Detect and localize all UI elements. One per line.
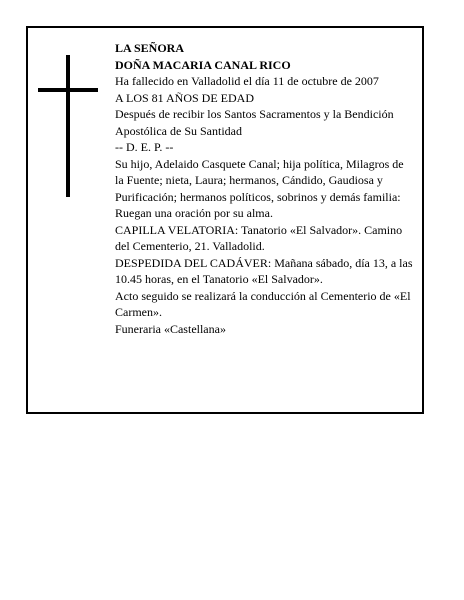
family-paragraph: Su hijo, Adelaido Casquete Canal; hija política, Milagros de la Fuente; nieta, Laura; hermanos, Cándido, Gaudiosa y Purificación; hermanos políticos, sobrinos y demás familia: <box>115 156 404 204</box>
procession-info: Acto seguido se realizará la conducción al Cementerio de «El Carmen». <box>115 288 411 319</box>
death-line: Ha fallecido en Valladolid el día 11 de octubre de 2007 <box>115 74 379 88</box>
cross-icon <box>38 55 98 197</box>
cross-horizontal-bar <box>38 88 98 92</box>
funeral-home: Funeraria «Castellana» <box>115 321 226 336</box>
sacraments-line: Después de recibir los Santos Sacramentos y la Bendición Apostólica de Su Santidad <box>115 107 394 138</box>
notice-title: LA SEÑORA <box>115 41 185 55</box>
rip-line: -- D. E. P. -- <box>115 140 174 154</box>
deceased-name: DOÑA MACARIA CANAL RICO <box>115 57 291 72</box>
obituary-notice <box>26 26 424 414</box>
age-line: A LOS 81 AÑOS DE EDAD <box>115 90 255 105</box>
farewell-info: DESPEDIDA DEL CADÁVER: Mañana sábado, día 13, a las 10.45 horas, en el Tanatorio «El Salvador». <box>115 255 413 286</box>
chapel-info: CAPILLA VELATORIA: Tanatorio «El Salvador». Camino del Cementerio, 21. Valladolid. <box>115 222 403 253</box>
notice-text <box>115 40 415 337</box>
cross-vertical-bar <box>66 55 70 197</box>
prayer-request: Ruegan una oración por su alma. <box>115 206 273 220</box>
